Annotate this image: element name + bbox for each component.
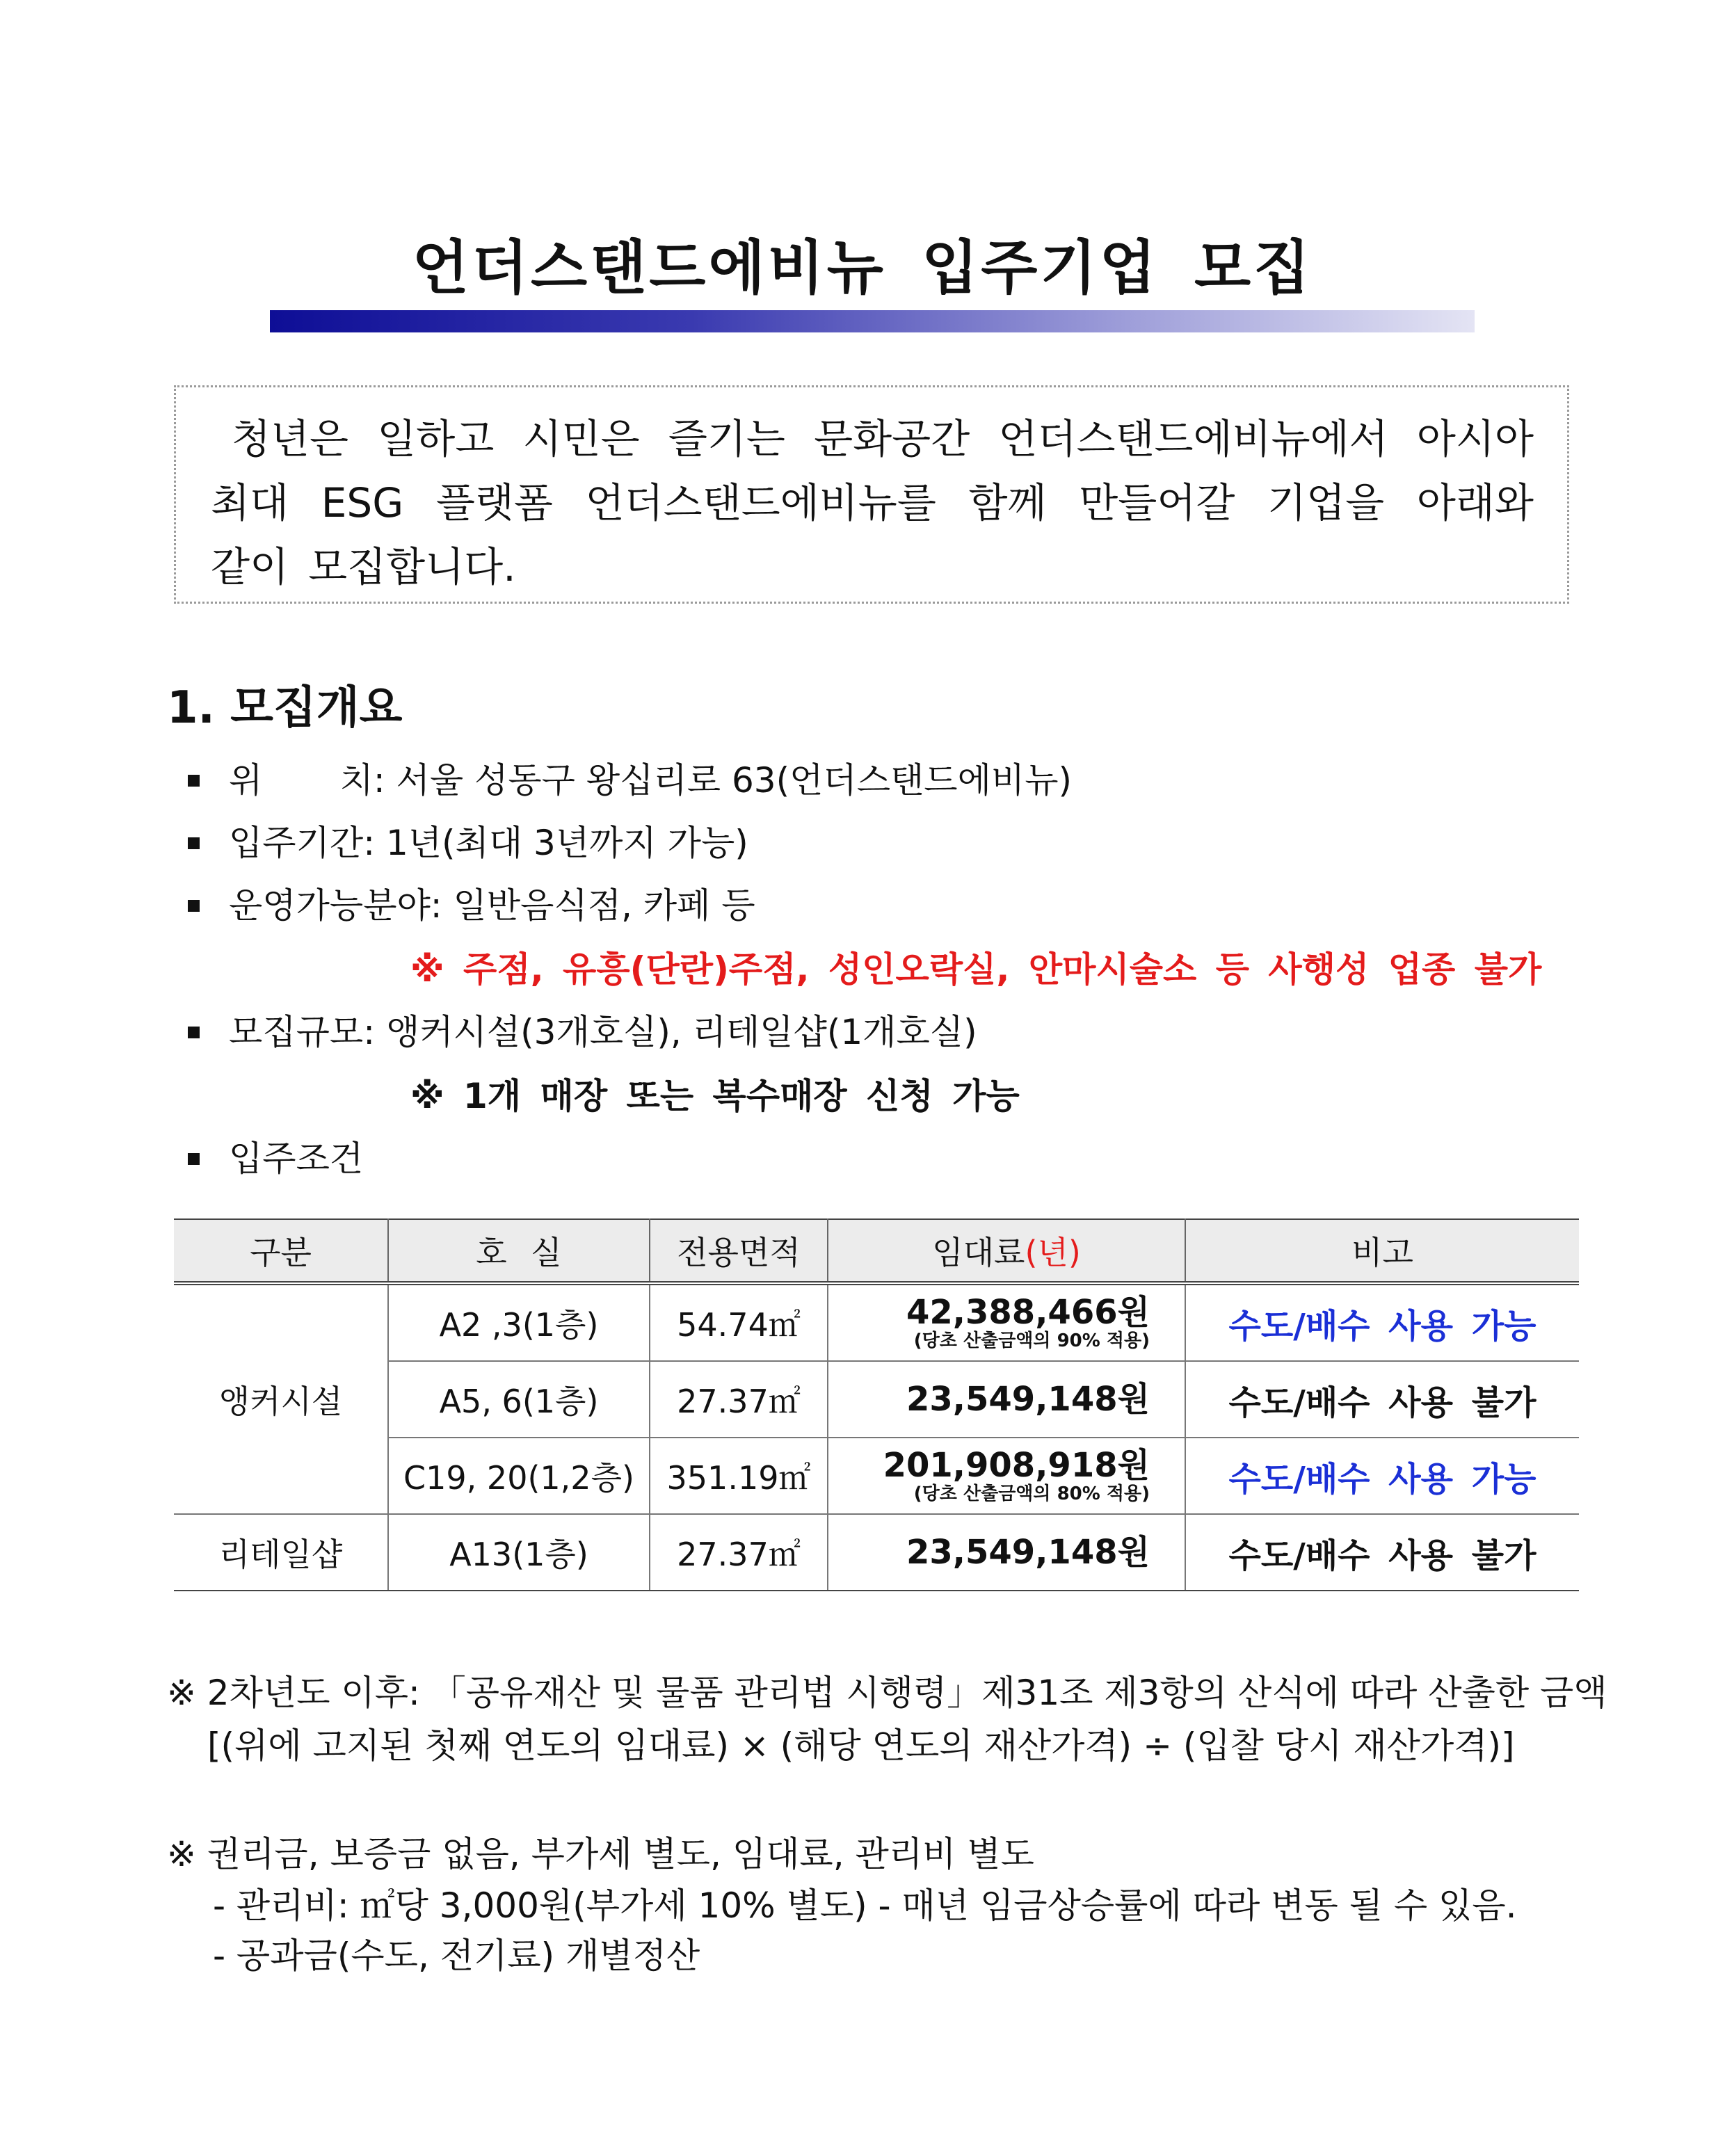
bullet-square-icon [188,775,200,787]
bullet-square-icon [188,900,200,912]
header-fee: 임대료(년) [828,1219,1185,1283]
list-item-scale: 모집규모: 앵커시설(3개호실), 리테일샵(1개호실) [188,1004,977,1054]
header-area: 전용면적 [650,1219,828,1283]
header-category: 구분 [174,1219,388,1283]
intro-line-1: 청년은 일하고 시민은 즐기는 문화공간 언더스탠드에비뉴에서 아시아 [232,415,1534,462]
table-row [174,1283,1579,1361]
intro-line-3: 같이 모집합니다. [211,543,516,590]
footnote-second-year-line2: [(위에 고지된 첫째 연도의 임대료) × (해당 연도의 재산가격) ÷ (입찰 당시 재산가격)] [207,1725,1515,1766]
fee-cell: 201,908,918원 (당초 산출금액의 80% 적용) [828,1438,1185,1514]
multi-store-note: ※ 1개 매장 또는 복수매장 신청 가능 [410,1076,1020,1116]
footnote-fees-line3: - 공과금(수도, 전기료) 개별정산 [213,1936,700,1976]
fee-cell: 42,388,466원 (당초 산출금액의 90% 적용) [828,1283,1185,1361]
list-item-conditions: 입주조건 [188,1131,363,1181]
bullet-square-icon [188,1027,200,1038]
list-item-location: 위 치: 서울 성동구 왕십리로 63(언더스탠드에비뉴) [188,753,1072,803]
footnote-second-year-line1: ※ 2차년도 이후: 「공유재산 및 물품 관리법 시행령」제31조 제3항의 산식에 따라 산출한 금액 [167,1673,1607,1713]
room-cell: A13(1층) [388,1514,650,1591]
room-cell: A5, 6(1층) [388,1361,650,1438]
list-item-period: 입주기간: 1년(최대 3년까지 가능) [188,815,748,865]
intro-line-2: 최대 ESG 플랫폼 언더스탠드에비뉴를 함께 만들어갈 기업을 아래와 [211,479,1534,526]
area-cell: 351.19㎡ [650,1438,828,1514]
category-retail: 리테일샵 [174,1514,388,1591]
category-anchor: 앵커시설 [174,1283,388,1514]
intro-box [174,385,1569,604]
conditions-table [174,1218,1579,1591]
bullet-square-icon [188,837,200,849]
remark-cell: 수도/배수 사용 가능 [1185,1283,1579,1361]
area-cell: 54.74㎡ [650,1283,828,1361]
header-room: 호 실 [388,1219,650,1283]
room-cell: C19, 20(1,2층) [388,1438,650,1514]
footnote-fees-line1: ※ 권리금, 보증금 없음, 부가세 별도, 임대료, 관리비 별도 [167,1834,1034,1874]
footnote-fees-line2: - 관리비: ㎡당 3,000원(부가세 10% 별도) - 매년 임금상승률에 따라 변동 될 수 있음. [213,1885,1517,1926]
table-row [174,1514,1579,1591]
room-cell: A2 ,3(1층) [388,1283,650,1361]
list-item-fields: 운영가능분야: 일반음식점, 카페 등 [188,878,755,928]
area-cell: 27.37㎡ [650,1361,828,1438]
remark-cell: 수도/배수 사용 가능 [1185,1438,1579,1514]
bullet-square-icon [188,1153,200,1165]
table-header-row [174,1219,1579,1283]
remark-cell: 수도/배수 사용 불가 [1185,1514,1579,1591]
title-underline-bar [270,310,1475,332]
header-remark: 비고 [1185,1219,1579,1283]
fee-cell: 23,549,148원 [828,1514,1185,1591]
restricted-business-note: ※ 주점, 유흥(단란)주점, 성인오락실, 안마시술소 등 사행성 업종 불가 [410,949,1542,990]
fee-cell: 23,549,148원 [828,1361,1185,1438]
area-cell: 27.37㎡ [650,1514,828,1591]
remark-cell: 수도/배수 사용 불가 [1185,1361,1579,1438]
page-title: 언더스탠드에비뉴 입주기업 모집 [412,234,1313,302]
section-heading: 1. 모집개요 [167,682,403,734]
